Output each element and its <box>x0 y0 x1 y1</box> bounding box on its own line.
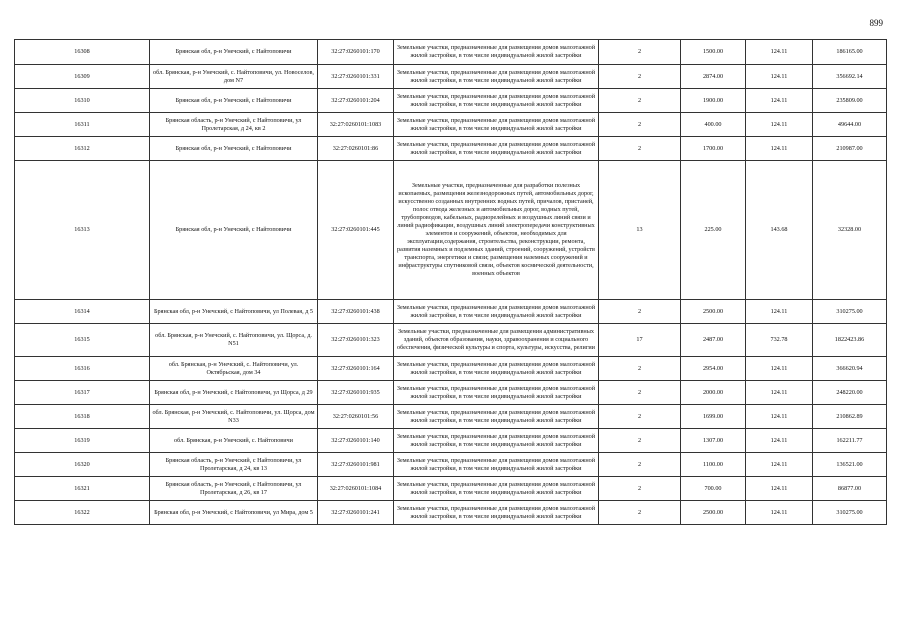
table-row <box>15 405 887 429</box>
address-cell: Брянская область, р-н Унечский, с Найтоповичи, ул Пролетарская, д 24, кв 13 <box>150 453 318 477</box>
use-group-cell: 13 <box>599 161 681 300</box>
specific-value-cell: 124.11 <box>746 40 813 65</box>
table-row <box>15 300 887 324</box>
cadastral-value-cell: 356692.14 <box>813 65 887 89</box>
area-cell: 2500.00 <box>681 300 746 324</box>
cadastral-value-cell: 1822423.86 <box>813 324 887 357</box>
land-purpose-cell: Земельные участки, предназначенные для размещения домов малоэтажной жилой застройки, в том числе индивидуальной жилой застройки <box>394 300 599 324</box>
specific-value-cell: 124.11 <box>746 477 813 501</box>
use-group-cell: 17 <box>599 324 681 357</box>
land-purpose-cell: Земельные участки, предназначенные для размещения домов малоэтажной жилой застройки, в том числе индивидуальной жилой застройки <box>394 501 599 525</box>
specific-value-cell: 143.68 <box>746 161 813 300</box>
land-purpose-cell: Земельные участки, предназначенные для размещения домов малоэтажной жилой застройки, в том числе индивидуальной жилой застройки <box>394 40 599 65</box>
cadastral-value-cell: 162211.77 <box>813 429 887 453</box>
use-group-cell: 2 <box>599 429 681 453</box>
cadastral-number-cell: 32:27:0260101:86 <box>318 137 394 161</box>
table-row <box>15 137 887 161</box>
specific-value-cell: 124.11 <box>746 501 813 525</box>
land-purpose-cell: Земельные участки, предназначенные для размещения домов малоэтажной жилой застройки, в том числе индивидуальной жилой застройки <box>394 429 599 453</box>
specific-value-cell: 124.11 <box>746 113 813 137</box>
land-purpose-cell: Земельные участки, предназначенные для размещения домов малоэтажной жилой застройки, в том числе индивидуальной жилой застройки <box>394 113 599 137</box>
land-purpose-cell: Земельные участки, предназначенные для размещения домов малоэтажной жилой застройки, в том числе индивидуальной жилой застройки <box>394 89 599 113</box>
cadastral-value-cell: 86877.00 <box>813 477 887 501</box>
table-row <box>15 161 887 300</box>
address-cell: Брянская обл, р-н Унечский, с Найтоповичи, ул Полевая, д 5 <box>150 300 318 324</box>
row-number-cell: 16311 <box>15 113 150 137</box>
land-purpose-cell: Земельные участки, предназначенные для размещения домов малоэтажной жилой застройки, в том числе индивидуальной жилой застройки <box>394 65 599 89</box>
table-row <box>15 381 887 405</box>
use-group-cell: 2 <box>599 381 681 405</box>
cadastral-number-cell: 32:27:0260101:241 <box>318 501 394 525</box>
address-cell: обл. Брянская, р-н Унечский, с. Найтоповичи, ул. Новоселов, дом N7 <box>150 65 318 89</box>
area-cell: 2954.00 <box>681 357 746 381</box>
address-cell: обл. Брянская, р-н Унечский, с. Найтоповичи <box>150 429 318 453</box>
cadastral-number-cell: 32:27:0260101:140 <box>318 429 394 453</box>
use-group-cell: 2 <box>599 40 681 65</box>
use-group-cell: 2 <box>599 137 681 161</box>
row-number-cell: 16315 <box>15 324 150 357</box>
cadastral-number-cell: 32:27:0260101:1083 <box>318 113 394 137</box>
area-cell: 1500.00 <box>681 40 746 65</box>
address-cell: Брянская область, р-н Унечский, с Найтоповичи, ул Пролетарская, д 26, кв 17 <box>150 477 318 501</box>
use-group-cell: 2 <box>599 89 681 113</box>
use-group-cell: 2 <box>599 405 681 429</box>
cadastral-value-cell: 136521.00 <box>813 453 887 477</box>
address-cell: Брянская обл, р-н Унечский, с Найтоповичи <box>150 40 318 65</box>
row-number-cell: 16322 <box>15 501 150 525</box>
table-row <box>15 65 887 89</box>
use-group-cell: 2 <box>599 65 681 89</box>
table-row <box>15 429 887 453</box>
land-purpose-cell: Земельные участки, предназначенные для размещения домов малоэтажной жилой застройки, в том числе индивидуальной жилой застройки <box>394 357 599 381</box>
address-cell: обл. Брянская, р-н Унечский, с. Найтоповичи, ул. Щорса, д. N51 <box>150 324 318 357</box>
land-purpose-cell: Земельные участки, предназначенные для размещения домов малоэтажной жилой застройки, в том числе индивидуальной жилой застройки <box>394 381 599 405</box>
row-number-cell: 16312 <box>15 137 150 161</box>
cadastral-value-cell: 235809.00 <box>813 89 887 113</box>
row-number-cell: 16321 <box>15 477 150 501</box>
cadastral-value-cell: 366620.94 <box>813 357 887 381</box>
table-row <box>15 40 887 65</box>
cadastral-value-cell: 186165.00 <box>813 40 887 65</box>
area-cell: 1699.00 <box>681 405 746 429</box>
land-purpose-cell: Земельные участки, предназначенные для размещения административных зданий, объектов образования, науки, здравоохранения и социального обеспечения, физической культуры и спорта, культуры, искусства, религии <box>394 324 599 357</box>
cadastral-value-cell: 210862.89 <box>813 405 887 429</box>
table-row <box>15 113 887 137</box>
cadastral-value-cell: 32328.00 <box>813 161 887 300</box>
cadastral-value-cell: 49644.00 <box>813 113 887 137</box>
area-cell: 2487.00 <box>681 324 746 357</box>
address-cell: Брянская обл, р-н Унечский, с Найтоповичи <box>150 161 318 300</box>
land-purpose-cell: Земельные участки, предназначенные для размещения домов малоэтажной жилой застройки, в том числе индивидуальной жилой застройки <box>394 477 599 501</box>
use-group-cell: 2 <box>599 453 681 477</box>
area-cell: 2000.00 <box>681 381 746 405</box>
land-purpose-cell: Земельные участки, предназначенные для размещения домов малоэтажной жилой застройки, в том числе индивидуальной жилой застройки <box>394 137 599 161</box>
area-cell: 2500.00 <box>681 501 746 525</box>
row-number-cell: 16319 <box>15 429 150 453</box>
use-group-cell: 2 <box>599 477 681 501</box>
address-cell: Брянская обл, р-н Унечский, с Найтоповичи, ул Мира, дом 5 <box>150 501 318 525</box>
specific-value-cell: 124.11 <box>746 357 813 381</box>
row-number-cell: 16309 <box>15 65 150 89</box>
cadastral-number-cell: 32:27:0260101:170 <box>318 40 394 65</box>
area-cell: 700.00 <box>681 477 746 501</box>
table-row <box>15 324 887 357</box>
row-number-cell: 16318 <box>15 405 150 429</box>
row-number-cell: 16314 <box>15 300 150 324</box>
specific-value-cell: 124.11 <box>746 429 813 453</box>
table-row <box>15 357 887 381</box>
specific-value-cell: 124.11 <box>746 453 813 477</box>
table-row <box>15 453 887 477</box>
address-cell: Брянская область, р-н Унечский, с Найтоповичи, ул Пролетарская, д 24, кв 2 <box>150 113 318 137</box>
cadastral-number-cell: 32:27:0260101:204 <box>318 89 394 113</box>
address-cell: Брянская обл, р-н Унечский, с Найтоповичи, ул Щорса, д 29 <box>150 381 318 405</box>
table-row <box>15 501 887 525</box>
cadastral-value-cell: 310275.00 <box>813 501 887 525</box>
cadastral-number-cell: 32:27:0260101:935 <box>318 381 394 405</box>
page-number: 899 <box>869 18 883 28</box>
cadastral-number-cell: 32:27:0260101:323 <box>318 324 394 357</box>
cadastral-value-cell: 210987.00 <box>813 137 887 161</box>
cadastral-value-cell: 248220.00 <box>813 381 887 405</box>
area-cell: 225.00 <box>681 161 746 300</box>
specific-value-cell: 124.11 <box>746 89 813 113</box>
use-group-cell: 2 <box>599 357 681 381</box>
row-number-cell: 16320 <box>15 453 150 477</box>
cadastral-number-cell: 32:27:0260101:164 <box>318 357 394 381</box>
specific-value-cell: 124.11 <box>746 300 813 324</box>
area-cell: 1900.00 <box>681 89 746 113</box>
row-number-cell: 16317 <box>15 381 150 405</box>
land-purpose-cell: Земельные участки, предназначенные для размещения домов малоэтажной жилой застройки, в том числе индивидуальной жилой застройки <box>394 453 599 477</box>
cadastral-number-cell: 32:27:0260101:981 <box>318 453 394 477</box>
specific-value-cell: 124.11 <box>746 405 813 429</box>
area-cell: 1307.00 <box>681 429 746 453</box>
area-cell: 1100.00 <box>681 453 746 477</box>
specific-value-cell: 732.78 <box>746 324 813 357</box>
table-row <box>15 477 887 501</box>
cadastral-value-cell: 310275.00 <box>813 300 887 324</box>
area-cell: 1700.00 <box>681 137 746 161</box>
use-group-cell: 2 <box>599 300 681 324</box>
table-row <box>15 89 887 113</box>
cadastral-number-cell: 32:27:0260101:438 <box>318 300 394 324</box>
table-body <box>15 40 887 525</box>
address-cell: Брянская обл, р-н Унечский, с Найтоповичи <box>150 137 318 161</box>
row-number-cell: 16308 <box>15 40 150 65</box>
row-number-cell: 16316 <box>15 357 150 381</box>
specific-value-cell: 124.11 <box>746 65 813 89</box>
use-group-cell: 2 <box>599 113 681 137</box>
cadastral-number-cell: 32:27:0260101:331 <box>318 65 394 89</box>
area-cell: 2874.00 <box>681 65 746 89</box>
row-number-cell: 16313 <box>15 161 150 300</box>
address-cell: Брянская обл, р-н Унечский, с Найтоповичи <box>150 89 318 113</box>
land-purpose-cell: Земельные участки, предназначенные для разработки полезных ископаемых, размещения железнодорожных путей, автомобильных дорог, искусственно созданных внутренних водных путей, причалов, пристаней, полос отвода железных и автомобильных дорог, водных путей, трубопроводов, кабельных, радиорелейных и воздушных линий связи и линий радиофикации, воздушных линий электропередачи конструктивных элементов и сооружений, объектов, необходимых для эксплуатации,содержания, строительства, реконструкции, ремонта, развития наземных и подземных зданий, строений, сооружений, устройств транспорта, энергетики и связи; размещения наземных сооружений и инфраструктуры спутниковой связи, объектов космической деятельности, военных объектов <box>394 161 599 300</box>
address-cell: обл. Брянская, р-н Унечский, с. Найтоповичи, ул. Октябрьская, дом 34 <box>150 357 318 381</box>
cadastral-number-cell: 32:27:0260101:56 <box>318 405 394 429</box>
area-cell: 400.00 <box>681 113 746 137</box>
address-cell: обл. Брянская, р-н Унечский, с. Найтоповичи, ул. Щорса, дом N33 <box>150 405 318 429</box>
land-registry-table <box>14 39 887 525</box>
specific-value-cell: 124.11 <box>746 381 813 405</box>
land-purpose-cell: Земельные участки, предназначенные для размещения домов малоэтажной жилой застройки, в том числе индивидуальной жилой застройки <box>394 405 599 429</box>
cadastral-number-cell: 32:27:0260101:1084 <box>318 477 394 501</box>
use-group-cell: 2 <box>599 501 681 525</box>
row-number-cell: 16310 <box>15 89 150 113</box>
specific-value-cell: 124.11 <box>746 137 813 161</box>
cadastral-number-cell: 32:27:0260101:445 <box>318 161 394 300</box>
